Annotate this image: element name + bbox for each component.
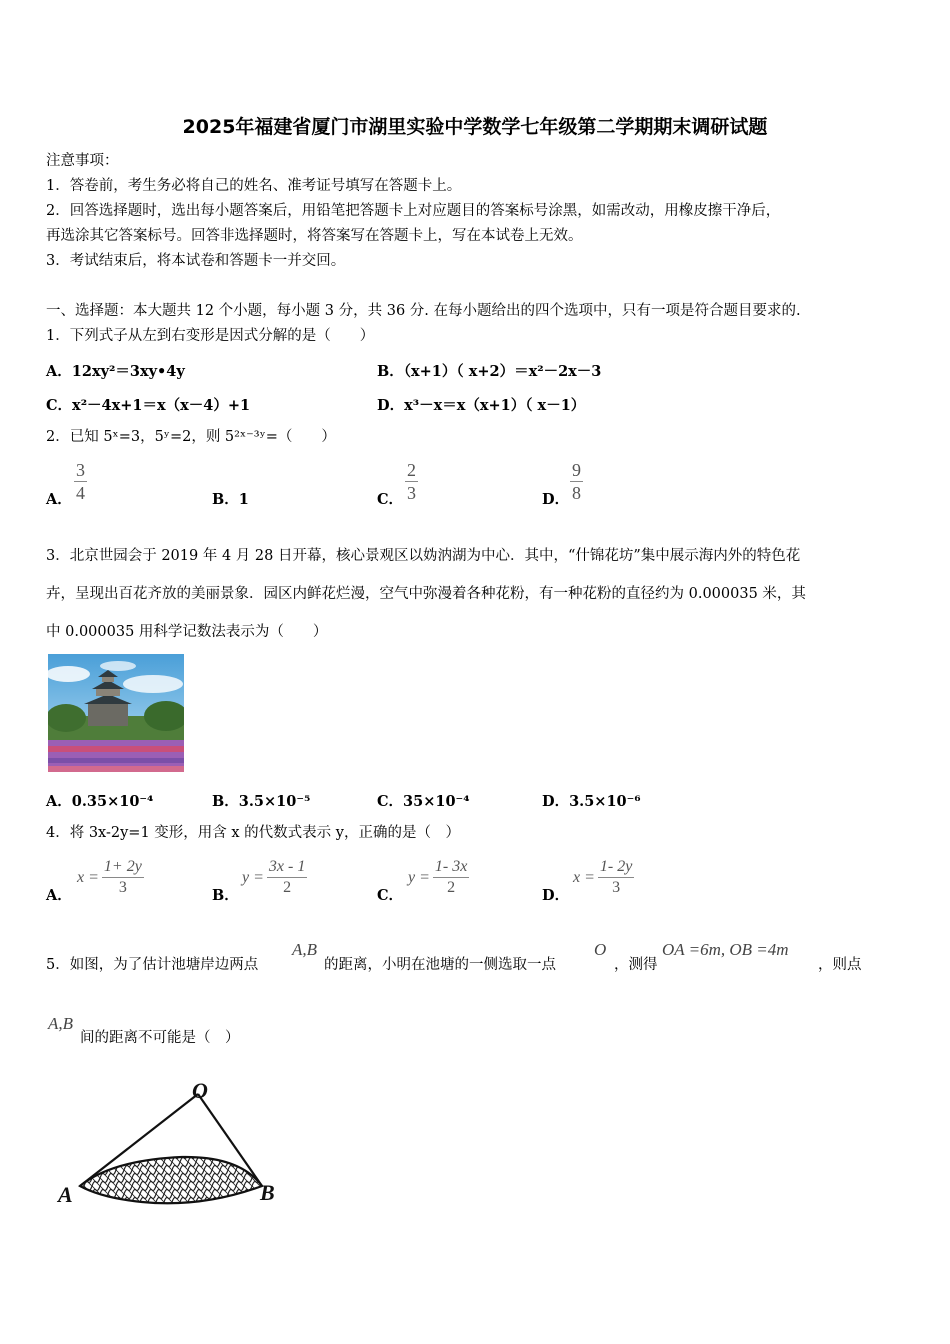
- notice-item-1: 1．答卷前，考生务必将自己的姓名、准考证号填写在答题卡上。: [46, 178, 462, 194]
- q2-option-c: $\frac{2}{3}$: [407, 460, 416, 503]
- q3-option-a: A．0.35×10⁻⁴: [46, 793, 154, 810]
- q4-label-b: B．: [212, 887, 239, 904]
- q1-option-b: B．（x+1）（ x+2）＝x²－2x－3: [377, 363, 602, 380]
- notice-item-3: 3．考试结束后，将本试卷和答题卡一并交回。: [46, 253, 346, 269]
- q1-option-c: C．x²－4x+1＝x（x－4）+1: [46, 397, 251, 414]
- q3-photo: [48, 654, 184, 772]
- q1-option-d: D．x³－x＝x（x+1）（ x－1）: [377, 397, 586, 414]
- q5-part3: ，测得: [614, 957, 658, 973]
- q5-part1: 5．如图，为了估计池塘岸边两点: [46, 957, 259, 973]
- q3-stem-line1: 3．北京世园会于 2019 年 4 月 28 日开幕，核心景观区以妫汭湖为中心．其中，“什锦花坊”集中展示海内外的特色花: [46, 548, 801, 564]
- q3-stem-line2: 卉，呈现出百花齐放的美丽景象．园区内鲜花烂漫，空气中弥漫着各种花粉，有一种花粉的直径约为 0.000035 米，其: [46, 586, 806, 602]
- q1-stem: 1．下列式子从左到右变形是因式分解的是（ ）: [46, 328, 375, 344]
- q2-option-a: $\frac{3}{4}$: [76, 460, 85, 503]
- q1-option-a: A．12xy²＝3xy•4y: [46, 363, 185, 380]
- q5-ab-symbol: A,B: [292, 940, 318, 959]
- q3-option-b: B．3.5×10⁻⁵: [212, 793, 311, 810]
- q4-option-a: x = $\frac{1+ 2y}{3}$: [77, 858, 142, 896]
- q4-stem: 4．将 3x-2y=1 变形，用含 x 的代数式表示 y，正确的是（ ）: [46, 825, 460, 841]
- q2-label-c: C．: [377, 491, 404, 508]
- notice-item-2-cont: 再选涂其它答案标号。回答非选择题时，将答案写在答题卡上，写在本试卷上无效。: [46, 228, 583, 244]
- pond-figure: [52, 1074, 288, 1210]
- section-heading: 一、选择题：本大题共 12 个小题，每小题 3 分，共 36 分. 在每小题给出的四个选项中，只有一项是符合题目要求的.: [46, 303, 801, 319]
- q4-label-c: C．: [377, 887, 404, 904]
- pavilion-garden-image: [48, 654, 184, 772]
- q2-stem: 2．已知 5ˣ=3，5ʸ=2，则 5²ˣ⁻³ʸ=（ ）: [46, 429, 336, 445]
- q2-option-b: B．1: [212, 491, 249, 508]
- notice-item-2: 2．回答选择题时，选出每小题答案后，用铅笔把答题卡上对应题目的答案标号涂黑，如需改动，用橡皮擦干净后，: [46, 203, 781, 219]
- q4-label-a: A．: [46, 887, 72, 904]
- q2-label-d: D．: [542, 491, 570, 508]
- q5-part4: ，则点: [818, 957, 862, 973]
- q5-ab-symbol-2: A,B: [48, 1014, 74, 1033]
- point-o-label: O: [192, 1078, 208, 1103]
- q5-measure: OA =6m, OB =4m: [662, 940, 789, 959]
- point-a-label: A: [58, 1182, 73, 1207]
- q5-pond-diagram: [52, 1074, 288, 1210]
- page-title: 2025年福建省厦门市湖里实验中学数学七年级第二学期期末调研试题: [182, 116, 768, 138]
- q3-option-d: D．3.5×10⁻⁶: [542, 793, 641, 810]
- q5-part2: 的距离，小明在池塘的一侧选取一点: [324, 957, 556, 973]
- q3-stem-line3: 中 0.000035 用科学记数法表示为（ ）: [46, 624, 328, 640]
- q5-part5: 间的距离不可能是（ ）: [80, 1030, 240, 1046]
- point-b-label: B: [260, 1180, 275, 1205]
- q5-o-symbol: O: [594, 940, 607, 959]
- q4-option-c: y = $\frac{1- 3x}{2}$: [408, 858, 468, 896]
- q4-label-d: D．: [542, 887, 570, 904]
- q2-option-d: $\frac{9}{8}$: [572, 460, 581, 503]
- notice-heading: 注意事项：: [46, 153, 119, 169]
- q4-option-d: x = $\frac{1- 2y}{3}$: [573, 858, 633, 896]
- q4-option-b: y = $\frac{3x - 1}{2}$: [242, 858, 306, 896]
- q2-label-a: A．: [46, 491, 72, 508]
- q3-option-c: C．35×10⁻⁴: [377, 793, 470, 810]
